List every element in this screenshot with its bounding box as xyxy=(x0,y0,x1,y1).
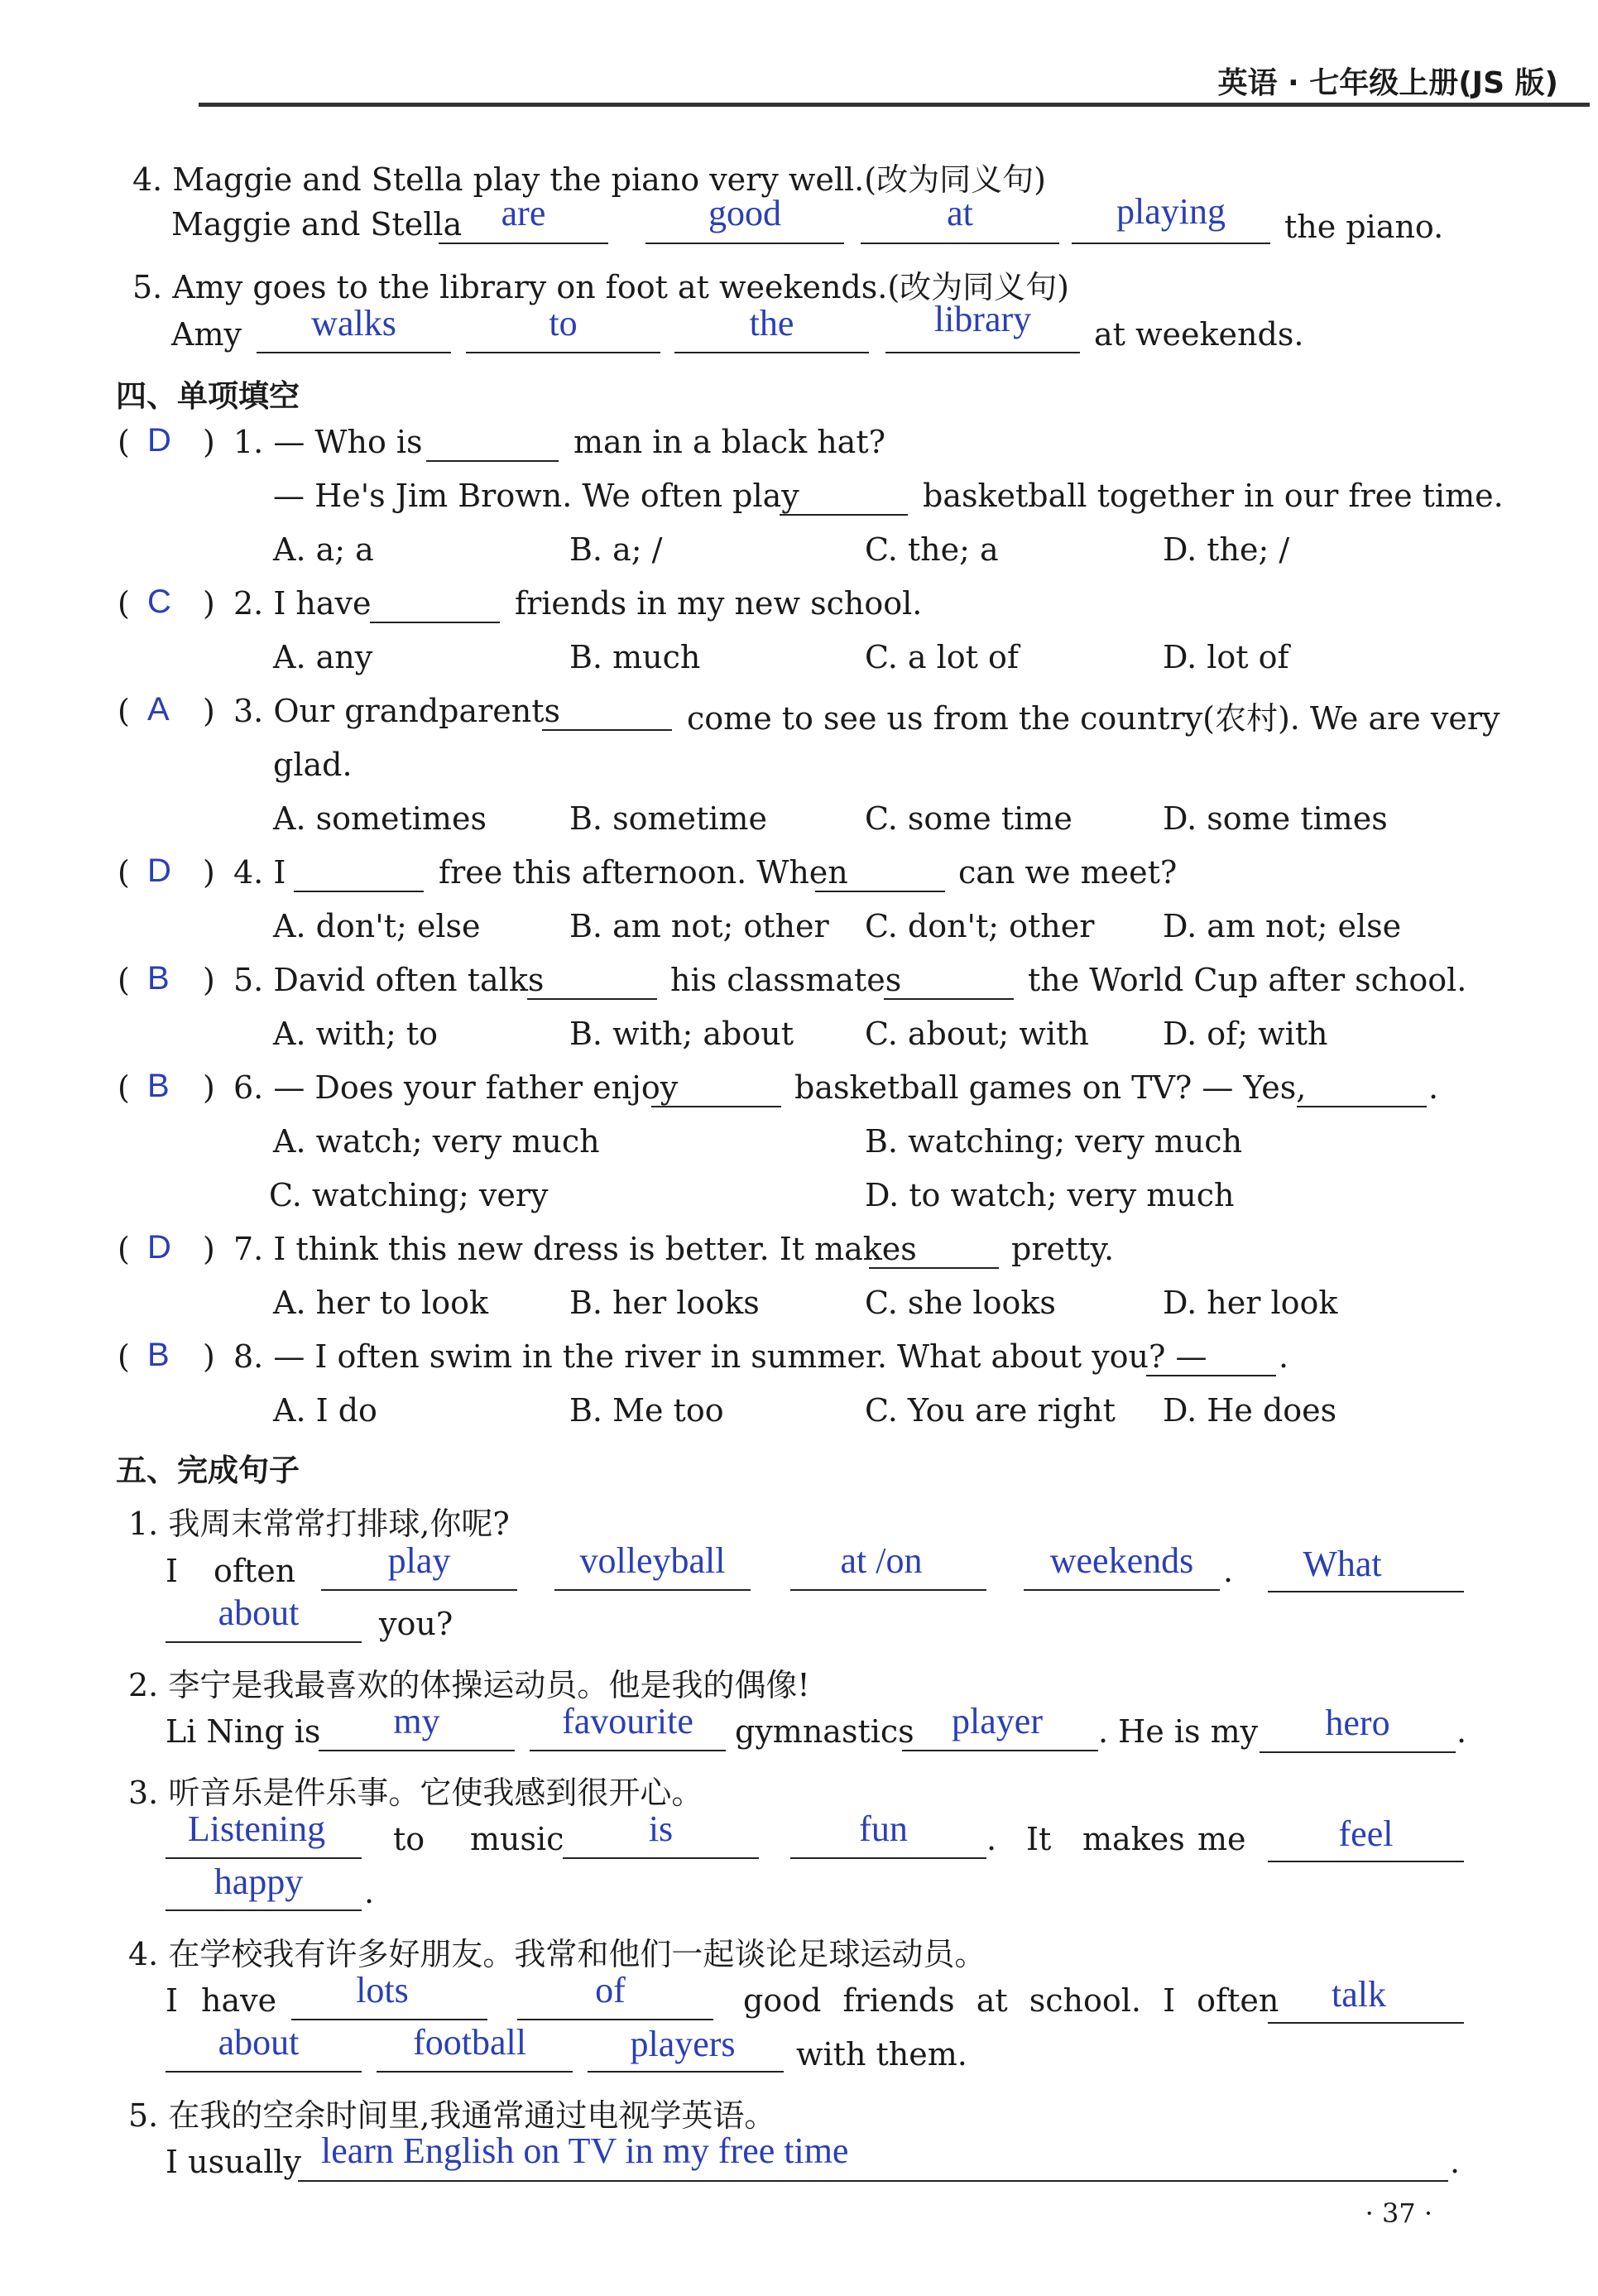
blank-line xyxy=(377,2071,573,2073)
option-c: C. watching; very xyxy=(269,1177,549,1213)
word: I xyxy=(166,1553,179,1589)
choice-answer: C xyxy=(147,584,171,620)
s5-q3-chinese: 3. 听音乐是件乐事。它使我感到很开心。 xyxy=(128,1775,703,1811)
option-c: C. the; a xyxy=(865,531,999,568)
q1-line2-a: — He's Jim Brown. We often play xyxy=(273,478,799,514)
blank-line xyxy=(1268,1861,1464,1862)
blank-line xyxy=(1146,1375,1276,1376)
choice-answer: D xyxy=(147,853,171,889)
option-c: C. You are right xyxy=(865,1392,1116,1429)
blank-line xyxy=(869,1267,999,1269)
answer: talk xyxy=(1332,1974,1386,2015)
s5-q1-chinese: 1. 我周末常常打排球,你呢? xyxy=(128,1506,510,1542)
answer: the xyxy=(749,303,794,343)
blank-line xyxy=(294,891,424,892)
answer: hero xyxy=(1325,1703,1390,1743)
answer: of xyxy=(595,1970,626,2010)
prev-q4-tail: the piano. xyxy=(1284,209,1444,245)
q1-line2-b: basketball together in our free time. xyxy=(923,478,1504,514)
option-d: D. her look xyxy=(1163,1285,1338,1321)
answer: at xyxy=(947,193,973,233)
blank-line xyxy=(645,243,844,244)
answer: good xyxy=(708,193,781,233)
q1-stem-b: man in a black hat? xyxy=(573,424,885,460)
option-b: B. sometime xyxy=(569,800,767,837)
option-c: C. don't; other xyxy=(865,908,1095,944)
word: to xyxy=(393,1821,425,1857)
blank-line xyxy=(321,1589,517,1591)
blank-line xyxy=(588,2071,784,2073)
answer: lots xyxy=(356,1970,409,2010)
option-d: D. am not; else xyxy=(1163,908,1402,944)
q4-stem: 4. I xyxy=(233,854,286,891)
blank-line xyxy=(1268,2022,1464,2024)
blank-line xyxy=(1072,243,1270,244)
section4-title: 四、单项填空 xyxy=(116,378,300,414)
option-a: A. a; a xyxy=(273,531,374,568)
blank-line xyxy=(902,1750,1098,1751)
prev-q5-tail: at weekends. xyxy=(1094,316,1304,353)
blank-line xyxy=(319,1750,515,1751)
blank-line xyxy=(554,1589,751,1591)
option-b: B. Me too xyxy=(569,1392,724,1429)
blank-line xyxy=(674,352,869,353)
paren-close: ) xyxy=(203,1338,215,1375)
word: me xyxy=(1197,1821,1246,1857)
blank-line xyxy=(1297,1106,1427,1107)
option-a: A. watch; very much xyxy=(273,1123,600,1160)
answer: players xyxy=(630,2024,736,2064)
period: . xyxy=(986,1821,997,1857)
answer: about xyxy=(218,2022,300,2063)
blank-line xyxy=(790,1857,986,1859)
option-b: B. a; / xyxy=(569,531,663,568)
option-a: A. sometimes xyxy=(273,800,487,837)
paren-open: ( xyxy=(118,962,130,998)
answer: are xyxy=(501,193,546,233)
paren-close: ) xyxy=(203,424,215,460)
page-header: 英语 · 七年级上册(JS 版) xyxy=(1217,66,1558,100)
paren-open: ( xyxy=(118,1338,130,1375)
blank-line xyxy=(542,729,672,731)
blank-line xyxy=(1260,1751,1456,1753)
option-a: A. her to look xyxy=(273,1285,488,1321)
q5-stem-c: the World Cup after school. xyxy=(1028,962,1467,998)
answer: play xyxy=(387,1540,451,1581)
blank-line xyxy=(651,1106,781,1107)
section5-title: 五、完成句子 xyxy=(116,1453,300,1488)
paren-close: ) xyxy=(203,693,215,729)
q7-stem: 7. I think this new dress is better. It makes xyxy=(233,1231,917,1267)
answer: fun xyxy=(859,1808,908,1849)
word: makes xyxy=(1082,1821,1185,1857)
answer: about xyxy=(218,1592,300,1633)
blank-line xyxy=(370,622,500,623)
choice-answer: B xyxy=(147,1337,170,1373)
blank-line xyxy=(517,2019,713,2020)
s5-q2-chinese: 2. 李宁是我最喜欢的体操运动员。他是我的偶像! xyxy=(128,1667,810,1703)
option-b: B. with; about xyxy=(569,1016,794,1052)
option-d: D. He does xyxy=(1163,1392,1337,1429)
blank-line xyxy=(563,1857,759,1859)
answer: feel xyxy=(1338,1813,1394,1854)
answer: learn English on TV in my free time xyxy=(321,2130,849,2171)
word: I xyxy=(166,1982,179,2019)
q7-stem-b: pretty. xyxy=(1011,1231,1115,1267)
s5-q2-mid2: . He is my xyxy=(1098,1713,1259,1750)
blank-line xyxy=(780,514,908,516)
q4-stem-c: can we meet? xyxy=(958,854,1178,891)
blank-line xyxy=(466,352,660,353)
option-b: B. am not; other xyxy=(569,908,829,944)
q6-stem-b: basketball games on TV? — Yes, xyxy=(794,1069,1307,1106)
prev-q5-prompt: 5. Amy goes to the library on foot at weekends.(改为同义句) xyxy=(132,269,1069,305)
answer: happy xyxy=(214,1861,304,1902)
word: often xyxy=(214,1553,296,1589)
blank-line xyxy=(885,352,1080,353)
period: . xyxy=(364,1874,375,1910)
choice-answer: B xyxy=(147,960,170,997)
answer: What xyxy=(1303,1544,1382,1584)
blank-line xyxy=(861,243,1059,244)
period: . xyxy=(1279,1338,1289,1375)
blank-line xyxy=(166,2071,362,2073)
s5-q4-mid: good friends at school. I often xyxy=(743,1982,1279,2019)
answer: walks xyxy=(311,303,396,343)
option-d: D. of; with xyxy=(1163,1016,1328,1052)
q2-stem: 2. I have xyxy=(233,585,372,622)
q5-stem-b: his classmates xyxy=(670,962,902,998)
paren-close: ) xyxy=(203,1231,215,1267)
option-a: A. with; to xyxy=(273,1016,439,1052)
answer: weekends xyxy=(1049,1540,1194,1581)
header-rule xyxy=(199,103,1590,107)
paren-open: ( xyxy=(118,1231,130,1267)
word: music xyxy=(470,1821,564,1857)
answer: Listening xyxy=(187,1808,326,1849)
blank-line xyxy=(166,1909,362,1911)
option-c: C. about; with xyxy=(865,1016,1089,1052)
paren-open: ( xyxy=(118,1069,130,1106)
q2-stem-b: friends in my new school. xyxy=(515,585,923,622)
s5-q2-lead: Li Ning is xyxy=(166,1713,321,1750)
blank-line xyxy=(527,998,657,1000)
s5-q5-chinese: 5. 在我的空余时间里,我通常通过电视学英语。 xyxy=(128,2097,776,2134)
blank-line xyxy=(1268,1591,1464,1592)
q3-line2: glad. xyxy=(273,747,353,783)
blank-line xyxy=(298,2180,1448,2182)
prev-q5-lead: Amy xyxy=(171,316,242,353)
q4-stem-b: free this afternoon. When xyxy=(439,854,848,891)
option-c: C. she looks xyxy=(865,1285,1056,1321)
blank-line xyxy=(166,1641,362,1643)
option-c: C. a lot of xyxy=(865,639,1019,675)
option-c: C. some time xyxy=(865,800,1073,837)
choice-answer: D xyxy=(147,422,171,459)
answer: is xyxy=(648,1808,674,1849)
q5-stem: 5. David often talks xyxy=(233,962,545,998)
option-d: D. to watch; very much xyxy=(865,1177,1235,1213)
prev-q4-prompt: 4. Maggie and Stella play the piano very well.(改为同义句) xyxy=(132,161,1046,198)
blank-line xyxy=(439,243,608,244)
s5-q4-chinese: 4. 在学校我有许多好朋友。我常和他们一起谈论足球运动员。 xyxy=(128,1936,986,1972)
option-a: A. I do xyxy=(273,1392,377,1429)
choice-answer: B xyxy=(147,1068,170,1104)
paren-close: ) xyxy=(203,585,215,622)
prev-q4-lead: Maggie and Stella xyxy=(171,206,463,243)
answer: to xyxy=(549,303,578,343)
word: It xyxy=(1026,1821,1052,1857)
blank-line xyxy=(815,891,945,892)
answer: playing xyxy=(1116,191,1226,232)
q8-stem: 8. — I often swim in the river in summer. What about you? — xyxy=(233,1338,1207,1375)
answer: library xyxy=(933,299,1032,339)
option-d: D. lot of xyxy=(1163,639,1289,675)
blank-line xyxy=(790,1589,986,1591)
word: have xyxy=(201,1982,277,2019)
paren-close: ) xyxy=(203,1069,215,1106)
period: . xyxy=(1223,1553,1234,1589)
s5-q5-lead: I usually xyxy=(166,2144,301,2180)
blank-line xyxy=(257,352,451,353)
q1-stem: 1. — Who is xyxy=(233,424,423,460)
paren-close: ) xyxy=(203,854,215,891)
paren-open: ( xyxy=(118,424,130,460)
answer: volleyball xyxy=(579,1540,726,1581)
q3-stem: 3. Our grandparents xyxy=(233,693,561,729)
page-number: · 37 · xyxy=(1365,2198,1432,2229)
q6-stem: 6. — Does your father enjoy xyxy=(233,1069,679,1106)
blank-line xyxy=(884,998,1014,1000)
paren-open: ( xyxy=(118,585,130,622)
option-b: B. her looks xyxy=(569,1285,760,1321)
blank-line xyxy=(530,1750,726,1751)
choice-answer: A xyxy=(147,691,170,728)
s5-q4-tail: with them. xyxy=(796,2036,967,2073)
option-a: A. any xyxy=(273,639,373,675)
s5-q1-tail: you? xyxy=(379,1606,453,1642)
period: . xyxy=(1450,2144,1461,2180)
paren-close: ) xyxy=(203,962,215,998)
answer: at /on xyxy=(840,1540,923,1581)
blank-line xyxy=(291,2019,487,2020)
paren-open: ( xyxy=(118,693,130,729)
answer: player xyxy=(952,1701,1043,1741)
option-a: A. don't; else xyxy=(273,908,481,944)
option-b: B. much xyxy=(569,639,701,675)
q3-stem-b: come to see us from the country(农村). We are very xyxy=(687,700,1500,737)
period: . xyxy=(1428,1069,1439,1106)
option-d: D. the; / xyxy=(1163,531,1290,568)
answer: football xyxy=(413,2022,526,2063)
period: . xyxy=(1456,1713,1467,1750)
s5-q2-mid1: gymnastics xyxy=(735,1713,914,1750)
blank-line xyxy=(1024,1589,1220,1591)
blank-line xyxy=(426,460,559,462)
answer: my xyxy=(393,1701,440,1741)
paren-open: ( xyxy=(118,854,130,891)
answer: favourite xyxy=(562,1701,693,1741)
blank-line xyxy=(166,1857,362,1859)
choice-answer: D xyxy=(147,1229,171,1266)
option-d: D. some times xyxy=(1163,800,1388,837)
option-b: B. watching; very much xyxy=(865,1123,1243,1160)
